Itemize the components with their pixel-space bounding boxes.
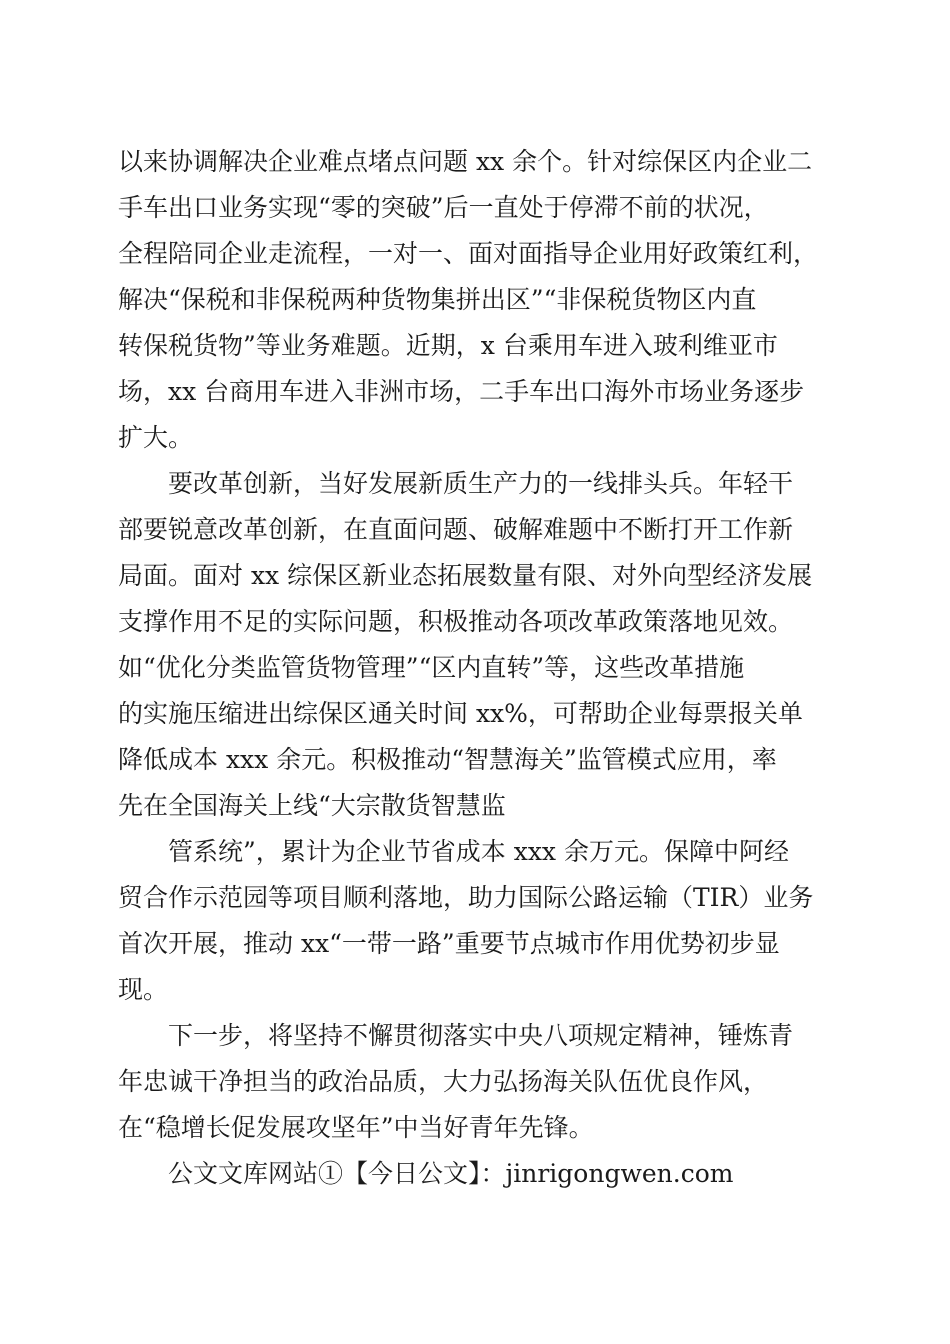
paragraph-2-line-6: 的实施压缩进出综保区通关时间 xx%，可帮助企业每票报关单	[118, 699, 803, 728]
paragraph-3-line-4: 现。	[118, 975, 169, 1004]
paragraph-2-line-8: 先在全国海关上线“大宗散货智慧监	[118, 791, 506, 820]
paragraph-2-line-3: 局面。面对 xx 综保区新业态拓展数量有限、对外向型经济发展	[118, 561, 813, 590]
paragraph-2-line-5: 如“优化分类监管货物管理”“区内直转”等，这些改革措施	[118, 653, 745, 682]
paragraph-3-line-2: 贸合作示范园等项目顺利落地，助力国际公路运输（TIR）业务	[118, 883, 814, 912]
paragraph-4-line-2: 年忠诚干净担当的政治品质，大力弘扬海关队伍优良作风，	[118, 1067, 769, 1096]
paragraph-2-line-2: 部要锐意改革创新，在直面问题、破解难题中不断打开工作新	[118, 515, 794, 544]
paragraph-1-line-3: 全程陪同企业走流程，一对一、面对面指导企业用好政策红利，	[118, 239, 819, 268]
source-website-line: 公文文库网站①【今日公文】：jinrigongwen.com	[168, 1159, 734, 1188]
paragraph-1-line-7: 扩大。	[118, 423, 194, 452]
paragraph-3-line-1: 管系统”，累计为企业节省成本 xxx 余万元。保障中阿经	[168, 837, 789, 866]
paragraph-1-line-4: 解决“保税和非保税两种货物集拼出区”“非保税货物区内直	[118, 285, 757, 314]
paragraph-1-line-2: 手车出口业务实现“零的突破”后一直处于停滞不前的状况，	[118, 193, 769, 222]
paragraph-1-line-6: 场，xx 台商用车进入非洲市场，二手车出口海外市场业务逐步	[118, 377, 805, 406]
paragraph-2-line-1: 要改革创新，当好发展新质生产力的一线排头兵。年轻干	[168, 469, 794, 498]
paragraph-4-line-3: 在“稳增长促发展攻坚年”中当好青年先锋。	[118, 1113, 594, 1142]
paragraph-1-line-1: 以来协调解决企业难点堵点问题 xx 余个。针对综保区内企业二	[118, 147, 813, 176]
paragraph-1-line-5: 转保税货物”等业务难题。近期，x 台乘用车进入玻利维亚市	[118, 331, 778, 360]
paragraph-2-line-7: 降低成本 xxx 余元。积极推动“智慧海关”监管模式应用，率	[118, 745, 777, 774]
paragraph-3-line-3: 首次开展，推动 xx“一带一路”重要节点城市作用优势初步显	[118, 929, 780, 958]
paragraph-2-line-4: 支撑作用不足的实际问题，积极推动各项改革政策落地见效。	[118, 607, 794, 636]
paragraph-4-line-1: 下一步，将坚持不懈贯彻落实中央八项规定精神，锤炼青	[168, 1021, 794, 1050]
